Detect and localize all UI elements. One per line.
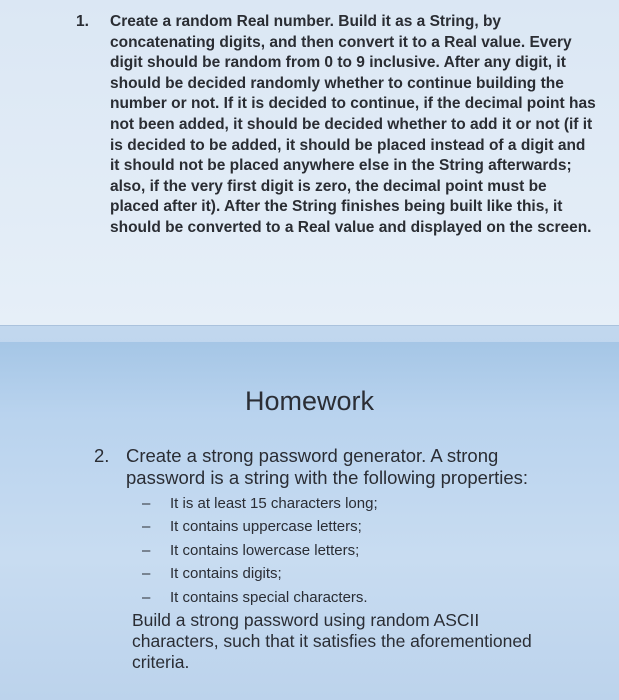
criteria-list [94,492,564,609]
criteria-text: It contains special characters. [170,588,368,606]
question-1-text: Create a random Real number. Build it as a String, by concatenating digits, and then convert it to a Real value. Every digit should be random from 0 to 9 inclusive. After any digit, it should be decided randomly whether to continue building the number or not. If it is decided to continue, if the decimal point has not been added, it should be decided whether to add it or not (if it is decided to be added, it should be placed instead of a digit and it should not be placed anywhere else in the String afterwards; also, if the very first digit is zero, the decimal point must be placed after it). After the String finishes being built like this, it should be converted to a Real value and displayed on the screen. [110,13,596,236]
criteria-text: It contains digits; [170,565,282,583]
criteria-item [94,539,564,562]
dash-bullet-icon: – [142,518,151,536]
criteria-item [94,562,564,585]
question-2-outro: Build a strong password using random ASCII characters, such that it satisfies the aforementioned criteria. [132,610,532,673]
question-2-number: 2. [94,445,110,466]
criteria-text: It is at least 15 characters long; [170,495,378,512]
question-1-number: 1. [76,13,89,30]
criteria-item [94,586,564,609]
slide-top [0,0,619,326]
dash-bullet-icon: – [142,565,151,583]
criteria-text: It contains lowercase letters; [170,541,360,559]
question-2 [94,445,564,673]
criteria-item [94,492,564,515]
question-2-intro: Create a strong password generator. A strong password is a string with the following properties: [126,445,529,488]
criteria-item [94,515,564,538]
dash-bullet-icon: – [142,588,151,606]
dash-bullet-icon: – [142,541,151,559]
homework-title: Homework [244,386,375,416]
dash-bullet-icon: – [142,495,151,512]
criteria-text: It contains uppercase letters; [170,518,362,536]
question-1 [76,12,596,239]
